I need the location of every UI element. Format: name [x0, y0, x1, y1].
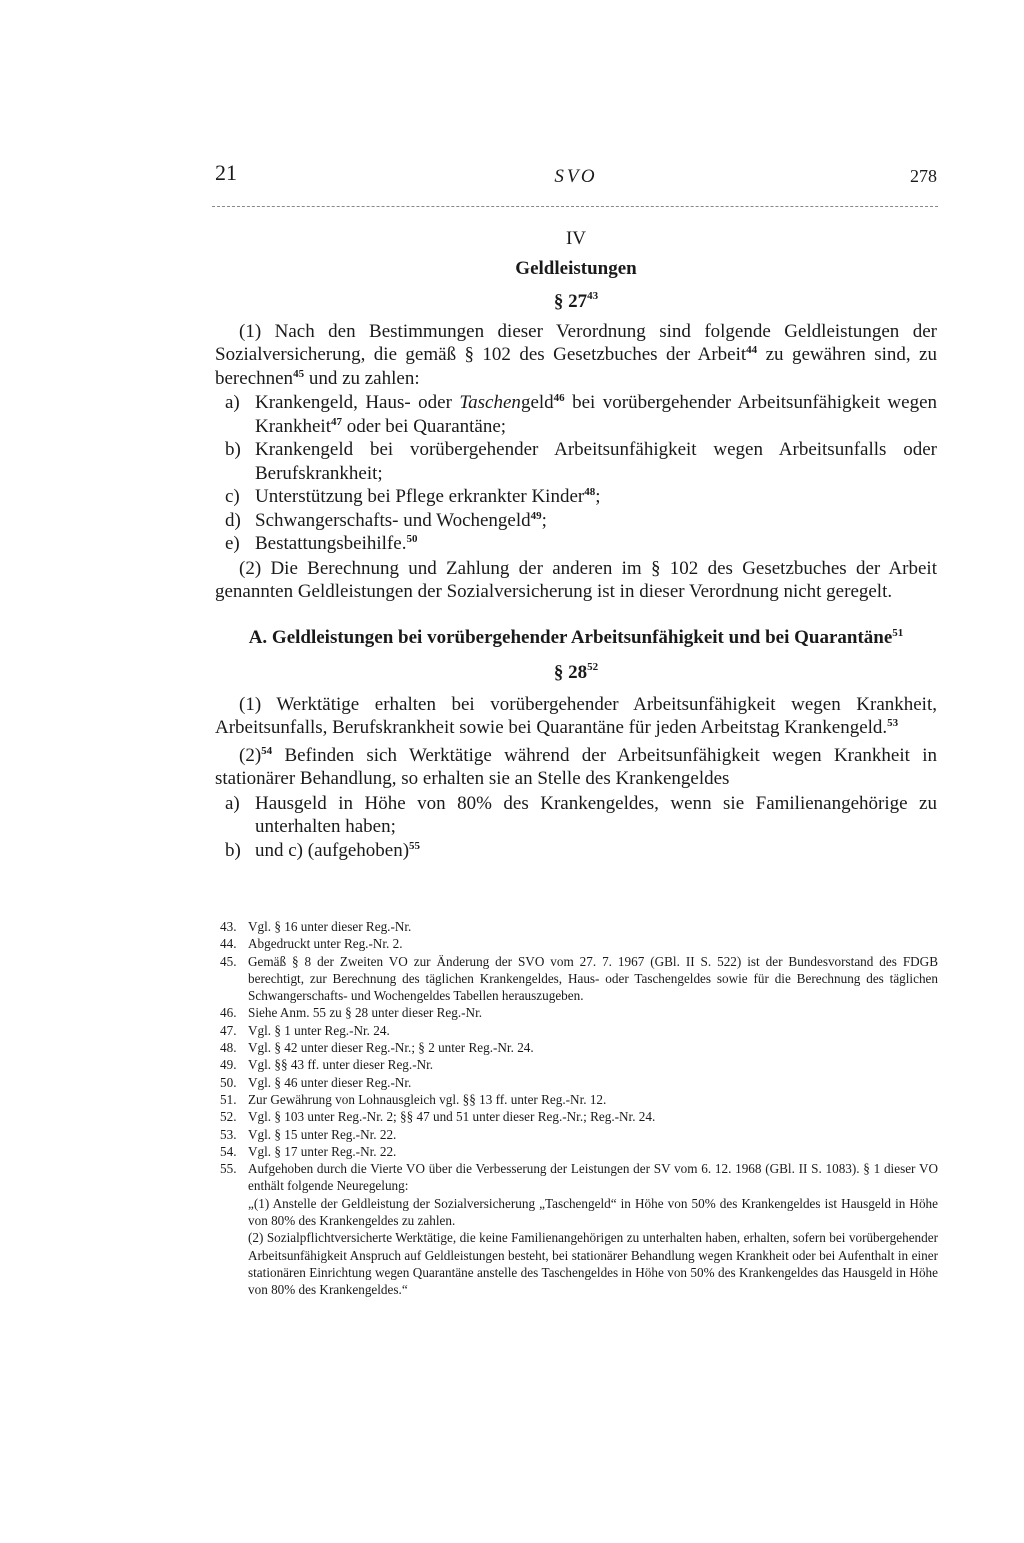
section-28-para-1 — [215, 693, 937, 740]
footnote-number: 52. — [220, 1109, 237, 1125]
item-text — [255, 391, 937, 438]
item-text-part: Schwangerschafts- und Wochengeld — [255, 509, 531, 531]
footnote-text: Siehe Anm. 55 zu § 28 unter dieser Reg.-Nr. — [248, 1005, 483, 1021]
para-text: (1) Werktätige erhalten bei vorübergehender Arbeitsunfähigkeit wegen Krankheit, Arbeitsunfalls, Berufskrankheit sowie bei Quarantäne für jeden Arbeitstag Krankengeld. — [215, 693, 937, 738]
page-number: 278 — [910, 166, 937, 186]
footnote-ref: 45 — [293, 367, 305, 380]
footnote-text: Aufgehoben durch die Vierte VO über die Verbesserung der Leistungen der SV vom 6. 12. 1968 (GBl. II S. 1083). § 1 dieser VO enthält folgende Neuregelung: — [248, 1161, 938, 1194]
footnote — [220, 1004, 938, 1021]
section-27-para-1 — [215, 320, 937, 391]
footnote-ref: 54 — [261, 744, 273, 757]
footnote-text: Vgl. § 46 unter dieser Reg.-Nr. — [248, 1074, 412, 1090]
footnote-text: Vgl. §§ 43 ff. unter dieser Reg.-Nr. — [248, 1057, 434, 1073]
footnote-text: Vgl. § 17 unter Reg.-Nr. 22. — [248, 1143, 397, 1159]
footnote-ref: 50 — [406, 533, 418, 545]
footnote-text: Vgl. § 16 unter dieser Reg.-Nr. — [248, 919, 412, 934]
item-label: c) — [225, 486, 240, 507]
footnote-quote: (2) Sozialpflichtversicherte Werktätige, die keine Familienangehörigen zu unterhalten haben, erhalten, sofern bei vorübergehender Arbeitsunfähigkeit Anspruch auf Geldleistungen besteht, bei stationärer Behandlung wegen Krankheit oder bei Aufenthalt in einer stationären Einrichtung wegen Quarantäne anstelle des Taschengeldes in Höhe von 50% des Krankengeldes das Hausgeld in Höhe von 80% des Krankengeldes.“ — [248, 1230, 938, 1298]
item-text — [255, 509, 937, 533]
para-text: und zu zahlen: — [304, 367, 420, 389]
footnote — [220, 1056, 938, 1073]
section-28-title — [215, 661, 937, 685]
item-text-part: geld — [520, 392, 554, 413]
footnote — [220, 1160, 938, 1195]
footnote-number: 49. — [220, 1057, 237, 1073]
section-a-label: A. Geldleistungen bei vorübergehender Arbeitsunfähigkeit und bei Quarantäne — [248, 626, 893, 648]
footnote-number: 45. — [220, 953, 237, 969]
part-title: Geldleistungen — [515, 257, 637, 279]
item-text: Krankengeld bei vorübergehender Arbeitsunfähigkeit wegen Arbeitsunfalls oder Berufskrankheit; — [255, 439, 937, 484]
item-text-part: Bestattungsbeihilfe. — [255, 533, 407, 554]
footnote-text: Gemäß § 8 der Zweiten VO zur Änderung der SVO vom 27. 7. 1967 (GBl. II S. 522) ist der Bundesvorstand des FDGB berechtigt, zur Berechnung des täglichen Krankengeldes, Haus- oder Taschengeldes sowie für die Berechnung des täglichen Schwangerschafts- und Wochengeldes Tabellen herauszugeben. — [248, 953, 938, 1004]
item-label: b) — [225, 839, 241, 861]
item-text-part: Krankengeld, Haus- oder — [255, 392, 460, 413]
footnote-ref: 47 — [330, 415, 342, 428]
item-text: Hausgeld in Höhe von 80% des Krankengeldes, wenn sie Familienangehörige zu unterhalten haben; — [255, 792, 937, 837]
list-item-a — [215, 391, 937, 438]
footnote — [220, 1108, 938, 1125]
footnote-number: 46. — [220, 1005, 237, 1021]
page-header — [215, 160, 937, 196]
footnote-text: Vgl. § 103 unter Reg.-Nr. 2; §§ 47 und 51 unter dieser Reg.-Nr.; Reg.-Nr. 24. — [248, 1109, 656, 1125]
footnote — [220, 1039, 938, 1056]
item-text-part: Unterstützung bei Pflege erkrankter Kinder — [255, 486, 585, 507]
footnote-text: Vgl. § 42 unter dieser Reg.-Nr.; § 2 unter Reg.-Nr. 24. — [248, 1040, 534, 1056]
item-text — [255, 485, 937, 509]
section-28-para-2 — [215, 744, 937, 791]
footnote — [220, 1022, 938, 1039]
footnote-number: 55. — [220, 1161, 237, 1177]
footnote-ref: 44 — [746, 344, 758, 356]
footnote-ref: 48 — [584, 486, 596, 498]
list-item-b — [215, 438, 937, 485]
para-text: (2) — [239, 744, 262, 766]
section-27-title — [215, 290, 937, 314]
footnote-text: Vgl. § 1 unter Reg.-Nr. 24. — [248, 1022, 390, 1038]
item-label: e) — [225, 533, 240, 554]
item-label: a) — [225, 392, 240, 413]
footnote — [220, 953, 938, 1005]
footnote-number: 54. — [220, 1143, 237, 1159]
section-28-label: § 28 — [553, 662, 588, 683]
list-item-a — [215, 792, 937, 839]
section-28-list — [215, 792, 937, 863]
footnote-ref: 55 — [409, 839, 421, 852]
footnote — [220, 935, 938, 952]
footnote — [220, 1091, 938, 1108]
main-text — [215, 223, 937, 862]
item-text — [255, 532, 937, 556]
footnote-text: Abgedruckt unter Reg.-Nr. 2. — [248, 936, 403, 952]
section-27-para-2: (2) Die Berechnung und Zahlung der anderen im § 102 des Gesetzbuches der Arbeit genannten Geldleistungen der Sozialversicherung ist in dieser Verordnung nicht geregelt. — [215, 557, 937, 602]
item-label: a) — [225, 792, 240, 814]
item-text — [255, 839, 937, 863]
footnotes — [220, 918, 938, 1299]
item-text-part: oder bei Quarantäne; — [341, 415, 507, 437]
footnote-number: 44. — [220, 936, 237, 952]
item-text-part: und c) (aufgehoben) — [255, 839, 410, 861]
list-item-c — [215, 485, 937, 509]
item-text-part: bei vorübergehender Arbeitsunfähigkeit wegen Krankheit — [255, 392, 937, 437]
footnote — [220, 918, 938, 935]
footnote-number: 51. — [220, 1091, 237, 1107]
footnote-number: 48. — [220, 1040, 237, 1056]
footnote-ref: 43 — [587, 290, 599, 302]
list-item-e — [215, 532, 937, 556]
footnote — [220, 1143, 938, 1160]
footnote-text: Vgl. § 15 unter Reg.-Nr. 22. — [248, 1126, 397, 1142]
para-text: zu gewähren sind, zu berechnen — [215, 344, 937, 389]
item-text-part: ; — [541, 509, 547, 531]
item-text-part: ; — [595, 486, 601, 507]
footnote-ref: 51 — [892, 626, 904, 639]
footnote-ref: 46 — [553, 392, 565, 404]
footnote-number: 47. — [220, 1022, 237, 1038]
footnote-number: 53. — [220, 1126, 237, 1142]
footnote — [220, 1126, 938, 1143]
header-rule — [212, 206, 938, 207]
running-title: SVO — [554, 166, 598, 187]
footnote-number: 43. — [220, 919, 237, 934]
footnote-number: 50. — [220, 1074, 237, 1090]
register-number: 21 — [215, 160, 237, 185]
para-text: (1) Nach den Bestimmungen dieser Verordnung sind folgende Geldleistungen der Sozialversicherung, die gemäß § 102 des Gesetzbuches der Arbeit — [215, 320, 937, 365]
list-item-d — [215, 509, 937, 533]
footnote-ref: 49 — [530, 509, 542, 522]
item-label: b) — [225, 439, 241, 460]
item-label: d) — [225, 509, 241, 531]
footnote-text: Zur Gewährung von Lohnausgleich vgl. §§ 13 ff. unter Reg.-Nr. 12. — [248, 1091, 607, 1107]
footnote — [220, 1074, 938, 1091]
para-text: Befinden sich Werktätige während der Arbeitsunfähigkeit wegen Krankheit in stationärer Behandlung, so erhalten sie an Stelle des Krankengeldes — [215, 744, 937, 789]
footnote-quote: „(1) Anstelle der Geldleistung der Sozialversicherung „Taschengeld“ in Höhe von 50% des Krankengeldes ist Hausgeld in Höhe von 80% des Krankengeldes zu zahlen. — [248, 1195, 938, 1229]
list-item-b — [215, 839, 937, 863]
section-a-title — [215, 626, 937, 650]
part-numeral: IV — [565, 228, 587, 249]
section-27-list — [215, 391, 937, 556]
footnote-ref: 53 — [887, 717, 899, 729]
footnote-ref: 52 — [587, 661, 599, 673]
section-27-label: § 27 — [553, 291, 588, 312]
item-text-emphasis: Taschen — [459, 392, 521, 413]
